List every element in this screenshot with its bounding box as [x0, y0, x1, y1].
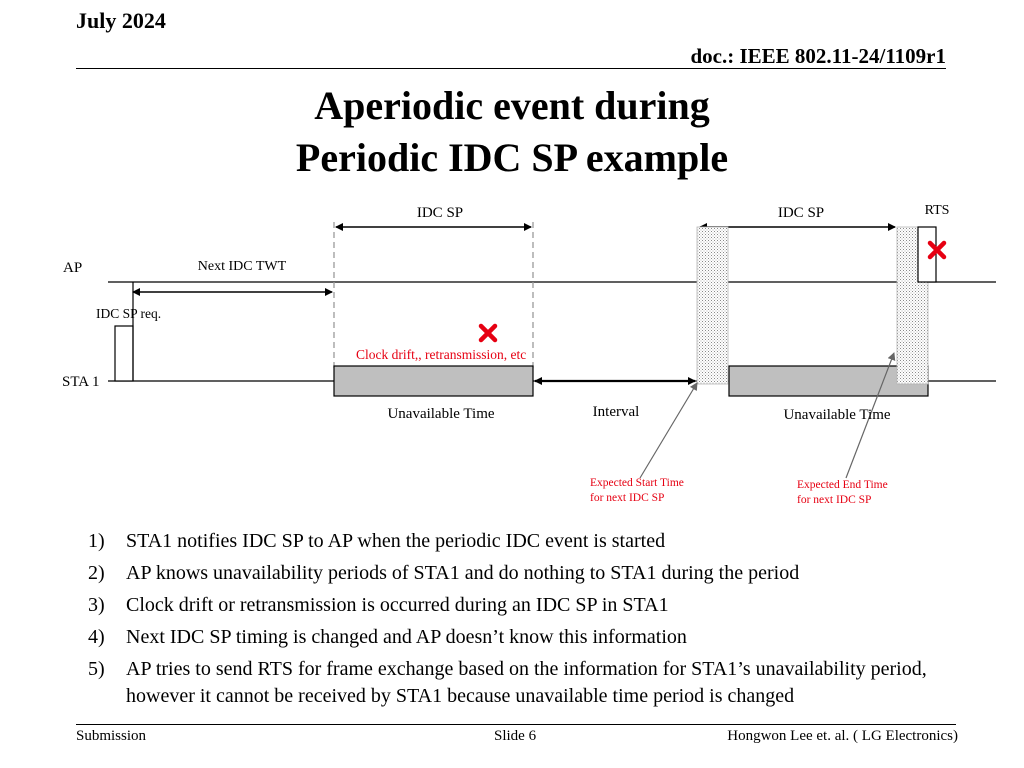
sta1-label: STA 1: [62, 374, 100, 390]
footer-submission: Submission: [76, 728, 147, 744]
expected-end-label-line1: Expected End Time: [797, 479, 888, 491]
header-doc-id: doc.: IEEE 802.11-24/1109r1: [690, 44, 946, 68]
expected-end-label-line2: for next IDC SP: [797, 494, 872, 506]
step-text: AP tries to send RTS for frame exchange based on the information for STA1’s unavailability period, however it cannot be received by STA1 because unavailable time period is changed: [126, 658, 927, 707]
footer-slide-number: Slide 6: [494, 728, 537, 744]
list-item: [88, 656, 988, 710]
clock-drift-x-mark-icon: [481, 326, 495, 340]
idc-sp-req-label: IDC SP req.: [96, 306, 162, 321]
next-idc-twt-label: Next IDC TWT: [197, 259, 287, 274]
footer-author: Hongwon Lee et. al. ( LG Electronics): [727, 728, 958, 744]
list-item: [88, 560, 988, 587]
footer-divider: [76, 724, 956, 725]
list-item: [88, 624, 988, 651]
expected-start-dotted-column: [697, 227, 728, 384]
unavailable-block-1: [334, 366, 533, 396]
interval-label: Interval: [592, 404, 640, 420]
idc-sp-req-frame: [115, 326, 133, 381]
list-item: [88, 592, 988, 619]
title-line-1: Aperiodic event during: [314, 83, 710, 128]
list-item: [88, 528, 988, 555]
step-number: 2): [88, 562, 105, 584]
idc-sp-label-1: IDC SP: [416, 205, 464, 221]
step-text: Next IDC SP timing is changed and AP doesn’t know this information: [126, 626, 687, 648]
title-line-2: Periodic IDC SP example: [295, 135, 729, 180]
unavailable-time-label-2: Unavailable Time: [783, 407, 891, 423]
expected-start-label-line1: Expected Start Time: [590, 477, 684, 489]
step-number: 5): [88, 658, 105, 680]
header-date: July 2024: [76, 8, 166, 33]
step-number: 3): [88, 594, 105, 616]
rts-label: RTS: [924, 203, 950, 218]
step-text: Clock drift or retransmission is occurred during an IDC SP in STA1: [126, 594, 669, 616]
step-text: STA1 notifies IDC SP to AP when the periodic IDC event is started: [126, 530, 666, 552]
ap-label: AP: [63, 260, 83, 276]
steps-list: [88, 528, 988, 715]
clock-drift-label: Clock drift,, retransmission, etc: [356, 347, 527, 362]
step-number: 4): [88, 626, 105, 648]
unavailable-time-label-1: Unavailable Time: [387, 406, 495, 422]
expected-start-label-line2: for next IDC SP: [590, 492, 665, 504]
expected-start-pointer: [640, 383, 697, 478]
step-number: 1): [88, 530, 105, 552]
step-text: AP knows unavailability periods of STA1 and do nothing to STA1 during the period: [126, 562, 800, 584]
idc-sp-label-2: IDC SP: [777, 205, 825, 221]
